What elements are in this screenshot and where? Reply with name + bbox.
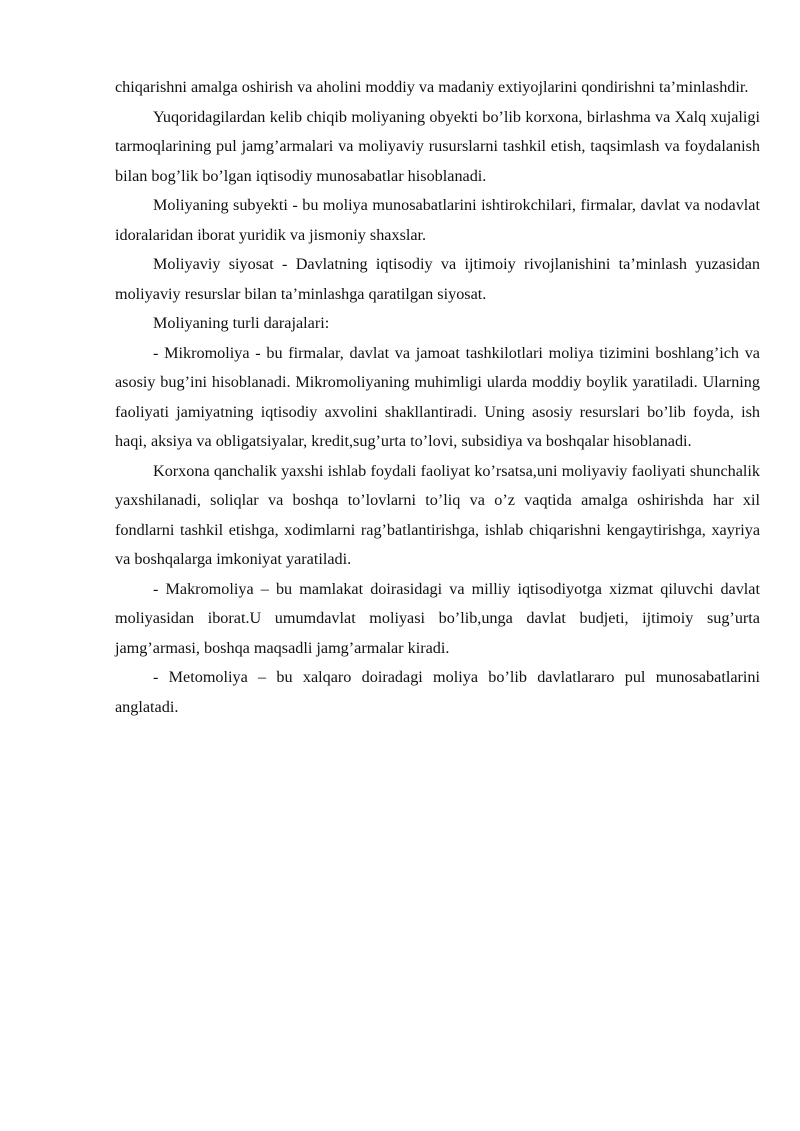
paragraph-3: Moliyaning subyekti - bu moliya munosabatlarini ishtirokchilari, firmalar, davlat va nodavlat idoralaridan iborat yuridik va jismoniy shaxslar. [115, 196, 760, 244]
paragraph-9: - Metomoliya – bu xalqaro doiradagi moliya bo’lib davlatlararo pul munosabatlarini anglatadi. [115, 668, 760, 716]
paragraph-2: Yuqoridagilardan kelib chiqib moliyaning obyekti bo’lib korxona, birlashma va Xalq xujaligi tarmoqlarining pul jamg’armalari va moliyaviy rusurslarni tashkil etish, taqsimlash va foydalanish bilan bog’lik bo’lgan iqtisodiy munosabatlar hisoblanadi. [115, 107, 760, 185]
paragraph-5: Moliyaning turli darajalari: [153, 314, 330, 332]
paragraph-8: - Makromoliya – bu mamlakat doirasidagi va milliy iqtisodiyotga xizmat qiluvchi davlat moliyasidan iborat.U umumdavlat moliyasi bo’lib,unga davlat budjeti, ijtimoiy sug’urta jamg’armasi, boshqa maqsadli jamg’armalar kiradi. [115, 579, 760, 657]
paragraph-4: Moliyaviy siyosat - Davlatning iqtisodiy va ijtimoiy rivojlanishini ta’minlash yuzasidan moliyaviy resurslar bilan ta’minlashga qaratilgan siyosat. [115, 255, 760, 303]
paragraph-1: chiqarishni amalga oshirish va aholini moddiy va madaniy extiyojlarini qondirishni ta’minlashdir. [115, 78, 749, 96]
document-page [115, 73, 760, 722]
paragraph-7: Korxona qanchalik yaxshi ishlab foydali faoliyat ko’rsatsa,uni moliyaviy faoliyati shunchalik yaxshilanadi, soliqlar va boshqa to’lovlarni to’liq va o’z vaqtida amalga oshirishda har xil fondlarni tashkil etishga, xodimlarni rag’batlantirishga, ishlab chiqarishni kengaytirishga, xayriya va boshqalarga imkoniyat yaratiladi. [115, 461, 760, 568]
paragraph-6: - Mikromoliya - bu firmalar, davlat va jamoat tashkilotlari moliya tizimini boshlang’ich va asosiy bug’ini hisoblanadi. Mikromoliyaning muhimligi ularda moddiy boylik yaratiladi. Ularning faoliyati jamiyatning iqtisodiy axvolini shakllantiradi. Uning asosiy resurslari bo’lib foyda, ish haqi, aksiya va obligatsiyalar, kredit,sug’urta to’lovi, subsidiya va boshqalar hisoblanadi. [115, 343, 760, 450]
